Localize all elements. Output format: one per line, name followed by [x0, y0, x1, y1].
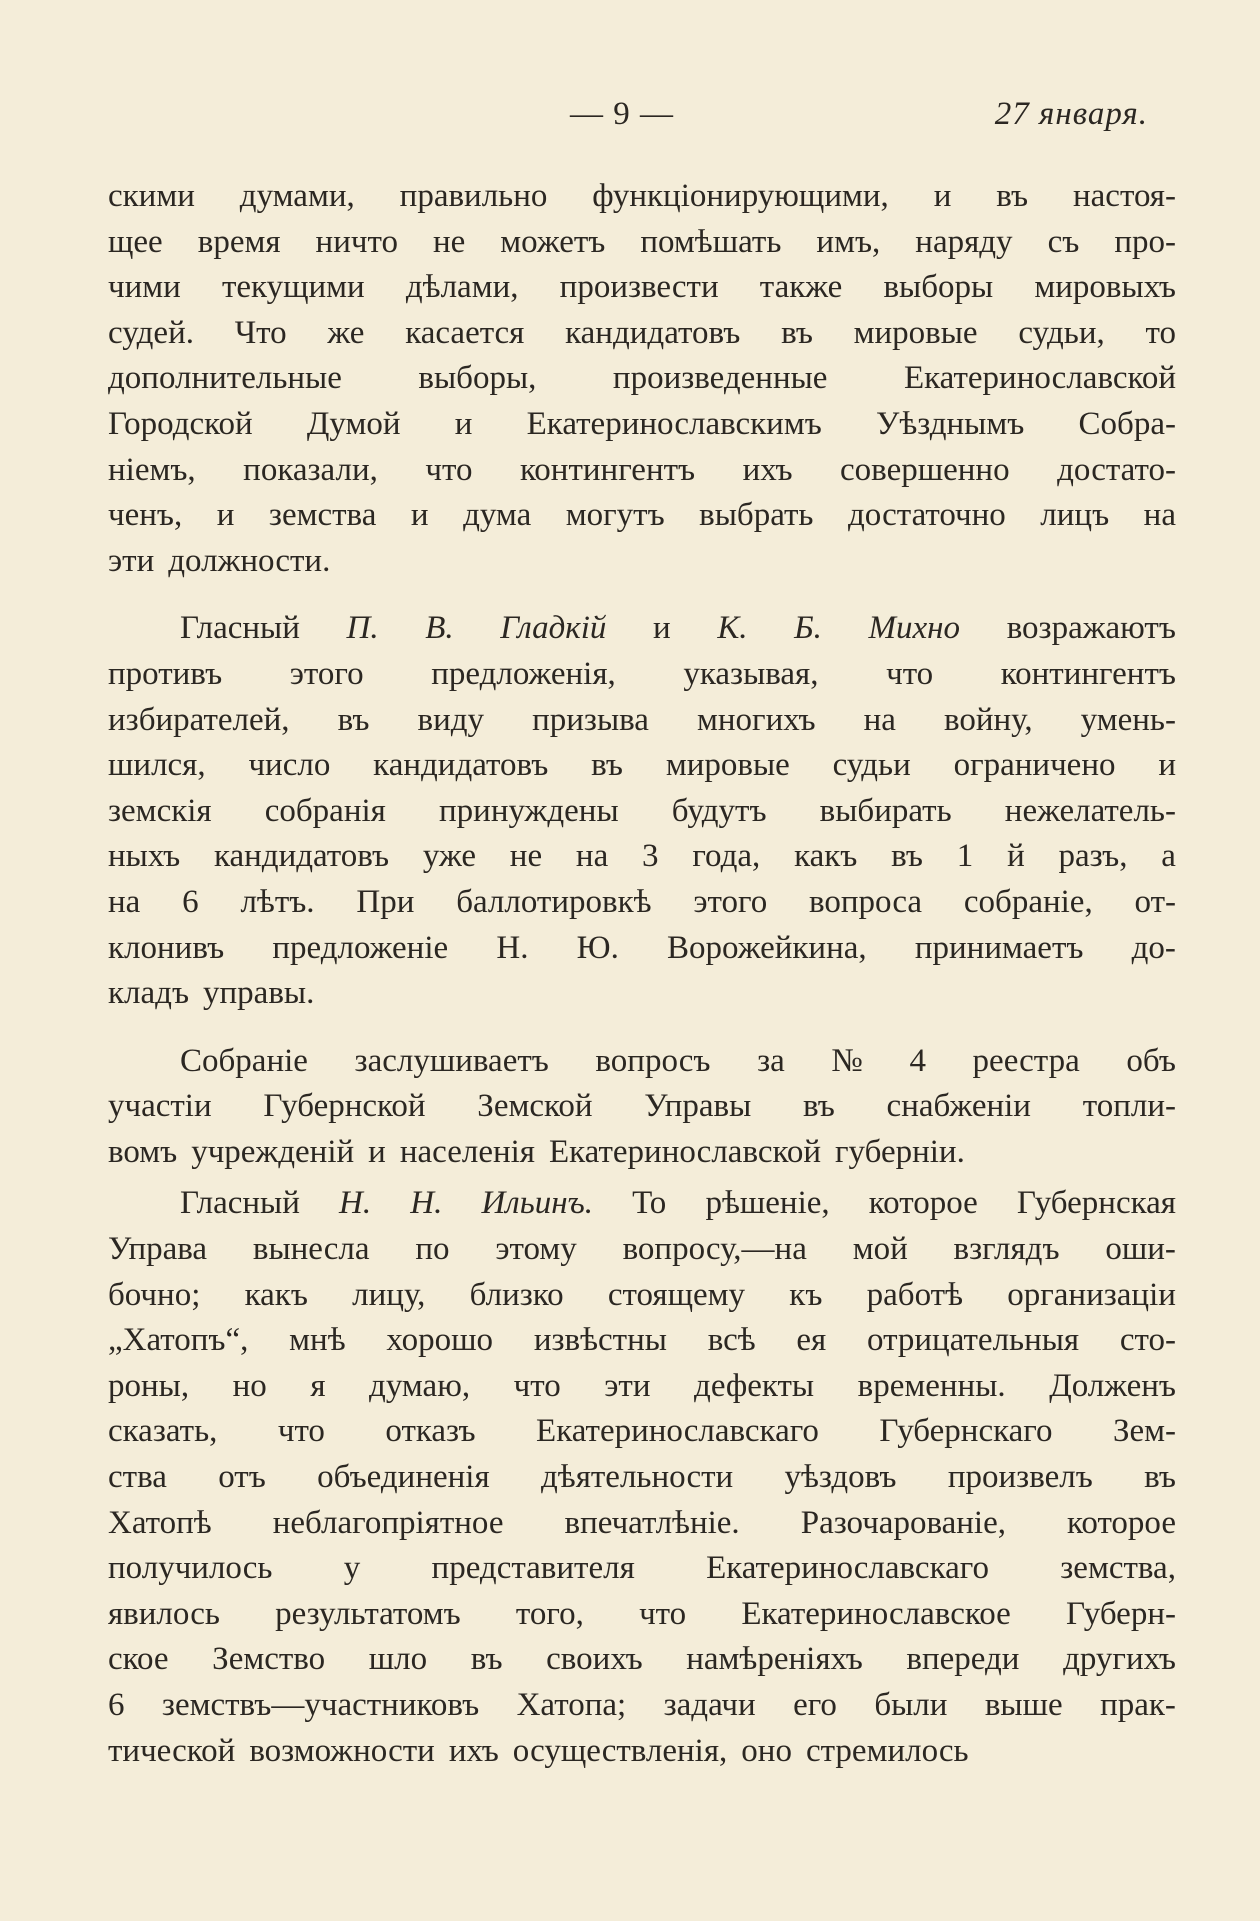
text-line	[108, 1227, 1176, 1273]
word: Думой	[306, 405, 401, 442]
word: что	[886, 655, 934, 692]
text-line	[108, 1683, 1176, 1729]
word: лицъ	[1040, 497, 1110, 534]
word: намѣреніяхъ	[686, 1641, 863, 1678]
word: и	[410, 497, 429, 534]
word: достаточно	[848, 497, 1006, 534]
word: его	[793, 1687, 837, 1723]
word: дефекты	[694, 1367, 815, 1404]
word: Хатопа;	[516, 1687, 627, 1723]
word: Долженъ	[1049, 1367, 1176, 1404]
word: земскія	[108, 792, 212, 829]
word: думами,	[239, 178, 355, 214]
word: контингентъ	[519, 451, 696, 488]
word: въ	[470, 1641, 503, 1678]
word: которое	[1067, 1504, 1176, 1541]
word: въ	[781, 314, 813, 351]
word: и	[1158, 747, 1176, 784]
word: 4	[909, 1042, 926, 1079]
word: выше	[984, 1687, 1063, 1723]
paragraph	[108, 606, 1176, 1016]
word: мировыхъ	[1034, 269, 1176, 306]
word: шился,	[108, 747, 206, 784]
word: судьи,	[1018, 314, 1105, 351]
word: бочно;	[108, 1276, 201, 1313]
word: населенія	[399, 1133, 535, 1170]
paragraph-gap	[108, 1017, 1176, 1039]
word: снабженіи	[886, 1088, 1031, 1125]
word: настоя-	[1073, 178, 1176, 214]
word: Ворожейкина,	[667, 929, 867, 966]
word: Екатеринославскимъ	[526, 405, 822, 442]
word: Екатеринославскаго	[536, 1413, 819, 1450]
word: впечатлѣніе.	[564, 1504, 740, 1541]
word: выборы,	[418, 360, 537, 397]
word: ея	[796, 1322, 827, 1359]
word: выборы	[883, 269, 994, 306]
word: про-	[1114, 223, 1176, 260]
word: у	[343, 1550, 361, 1587]
word: учрежденій	[191, 1133, 355, 1170]
word: губерніи.	[835, 1133, 965, 1170]
running-header-date: 27 января.	[994, 96, 1148, 132]
word: ніемъ,	[108, 451, 196, 488]
word: сто-	[1119, 1322, 1176, 1359]
word: управы.	[203, 975, 315, 1012]
word: выбирать	[819, 792, 952, 829]
text-line	[108, 789, 1176, 835]
word: мой	[852, 1231, 908, 1268]
word: думаю,	[369, 1367, 471, 1404]
word: ства	[108, 1459, 167, 1496]
word: а	[1161, 838, 1176, 875]
word: и	[368, 1133, 386, 1170]
word: ныхъ	[108, 838, 181, 875]
word: от-	[1134, 883, 1176, 920]
word: въ	[996, 178, 1029, 214]
word: явилось	[108, 1595, 220, 1632]
word: за	[757, 1042, 785, 1079]
word: Хатопѣ	[108, 1504, 212, 1541]
word: П.	[346, 610, 379, 647]
word: уѣздовъ	[784, 1459, 897, 1496]
word: которое	[868, 1185, 978, 1222]
word: топли-	[1082, 1088, 1176, 1125]
word: кандидатовъ	[373, 747, 549, 784]
word: нежелатель-	[1004, 792, 1176, 829]
word: уже	[422, 838, 476, 875]
word: мировые	[853, 314, 978, 351]
word: земствъ—участниковъ	[161, 1687, 480, 1723]
paragraph-gap	[108, 584, 1176, 606]
word: результатомъ	[275, 1595, 461, 1632]
word: на	[108, 883, 141, 920]
word: выбрать	[699, 497, 814, 534]
word: Н.	[496, 929, 529, 966]
word: произвести	[559, 269, 719, 306]
word: въ	[803, 1088, 835, 1125]
word: объединенія	[317, 1459, 490, 1496]
word: временны.	[857, 1367, 1006, 1404]
word: ское	[108, 1641, 169, 1678]
word: на	[575, 838, 609, 875]
text-line	[108, 606, 1176, 652]
word: сказать,	[108, 1413, 218, 1450]
word: Губернскаго	[879, 1413, 1053, 1450]
word: что	[425, 451, 473, 488]
word: Екатеринославское	[741, 1595, 1011, 1632]
word: произведенные	[612, 360, 828, 397]
word: Что	[234, 314, 287, 351]
word: хорошо	[386, 1322, 494, 1359]
word: Ильинъ.	[481, 1185, 593, 1222]
word: Б.	[794, 610, 822, 647]
word: Гладкій	[500, 610, 607, 647]
word: въ	[337, 701, 370, 738]
text-line	[108, 698, 1176, 744]
word: вопросу,—на	[622, 1231, 807, 1268]
word: функціонирующими,	[592, 178, 889, 214]
word: могутъ	[565, 497, 665, 534]
word: В.	[425, 610, 454, 647]
word: дѣлами,	[405, 269, 519, 306]
word: всѣ	[707, 1322, 756, 1359]
word: судьи	[832, 747, 911, 784]
text-line	[108, 493, 1176, 539]
text-line	[108, 652, 1176, 698]
text-line	[108, 448, 1176, 494]
word: на	[1143, 497, 1176, 534]
word: показали,	[243, 451, 378, 488]
word: принимаетъ	[914, 929, 1084, 966]
word: вопросъ	[595, 1042, 711, 1079]
word: Екатеринославской	[548, 1133, 821, 1170]
word: же	[327, 314, 365, 351]
word: кладъ	[108, 975, 190, 1012]
word: собранія	[264, 792, 386, 829]
word: этого	[693, 883, 768, 920]
word: разъ,	[1058, 838, 1128, 875]
text-line	[108, 1546, 1176, 1592]
word: какъ	[244, 1276, 308, 1313]
text-line	[108, 220, 1176, 266]
word: кандидатовъ	[565, 314, 741, 351]
text-line	[108, 1318, 1176, 1364]
text-line	[108, 539, 1176, 585]
text-line	[108, 1637, 1176, 1683]
word: дополнительные	[108, 360, 342, 397]
word: работѣ	[866, 1276, 963, 1313]
word: имъ,	[816, 223, 881, 260]
word: Губернская	[1016, 1185, 1176, 1222]
word: вопроса	[809, 883, 923, 920]
word: кандидатовъ	[213, 838, 390, 875]
word: были	[874, 1687, 948, 1723]
word: ограничено	[953, 747, 1116, 784]
word: 3	[642, 838, 659, 875]
word: земства	[268, 497, 377, 534]
word: въ	[1144, 1459, 1176, 1496]
word: произвелъ	[947, 1459, 1093, 1496]
word: заслушиваетъ	[354, 1042, 549, 1079]
word: время	[197, 223, 281, 260]
word: мнѣ	[289, 1322, 346, 1359]
word: и	[653, 610, 671, 647]
text-line	[108, 356, 1176, 402]
word: число	[248, 747, 331, 784]
word: другихъ	[1063, 1641, 1176, 1678]
text-line	[108, 1364, 1176, 1410]
word: дѣятельности	[540, 1459, 734, 1496]
word: Земство	[212, 1641, 326, 1678]
text-line	[108, 1729, 1176, 1775]
word: совершенно	[840, 451, 1010, 488]
word: осуществленія,	[512, 1732, 728, 1769]
word: земства,	[1060, 1550, 1176, 1587]
word: организаціи	[1007, 1276, 1176, 1313]
word: отъ	[218, 1459, 266, 1496]
word: ченъ,	[108, 497, 183, 534]
word: ихъ	[742, 451, 793, 488]
text-line	[108, 265, 1176, 311]
word: скими	[108, 178, 195, 214]
word: Собра-	[1078, 405, 1176, 442]
word: шло	[368, 1641, 428, 1678]
word: Михно	[868, 610, 961, 647]
word: Управы	[644, 1088, 752, 1125]
word: войну,	[943, 701, 1033, 738]
text-line	[108, 743, 1176, 789]
word: объ	[1126, 1042, 1176, 1079]
word: виду	[417, 701, 485, 738]
word: не	[432, 223, 466, 260]
text-line	[108, 311, 1176, 357]
word: При	[356, 883, 415, 920]
word: дума	[463, 497, 532, 534]
word: касается	[405, 314, 525, 351]
word: текущими	[221, 269, 365, 306]
word: клонивъ	[108, 929, 225, 966]
text-line	[108, 880, 1176, 926]
word: участіи	[108, 1088, 212, 1125]
word: эти	[108, 542, 155, 579]
word: Уѣзднымъ	[876, 405, 1025, 442]
word: Зем-	[1112, 1413, 1176, 1450]
word: и	[454, 405, 473, 442]
word: контингентъ	[1000, 655, 1176, 692]
word: собраніе,	[963, 883, 1093, 920]
word: не	[509, 838, 543, 875]
word: впереди	[906, 1641, 1020, 1678]
word: къ	[789, 1276, 823, 1313]
word: роны,	[108, 1367, 190, 1404]
word: близко	[469, 1276, 564, 1313]
page-number: — 9 —	[570, 96, 674, 132]
word: эти	[604, 1367, 651, 1404]
text-line	[108, 1592, 1176, 1638]
word: Екатеринославской	[903, 360, 1176, 397]
word: 6	[108, 1687, 125, 1723]
word: умень-	[1080, 701, 1176, 738]
word: своихъ	[546, 1641, 643, 1678]
word: реестра	[972, 1042, 1080, 1079]
text-line	[108, 402, 1176, 448]
word: вынесла	[252, 1231, 370, 1268]
word: задачи	[663, 1687, 756, 1723]
word: правильно	[399, 178, 548, 214]
word: Разочарованіе,	[800, 1504, 1006, 1541]
word: №	[831, 1042, 863, 1079]
word: и	[933, 178, 952, 214]
paragraph	[108, 174, 1176, 584]
word: отрицательныя	[867, 1322, 1080, 1359]
word: взглядъ	[953, 1231, 1060, 1268]
word: что	[277, 1413, 325, 1450]
word: Управа	[108, 1231, 208, 1268]
word: года,	[692, 838, 761, 875]
text-line	[108, 926, 1176, 972]
paragraph	[108, 1039, 1176, 1176]
word: указывая,	[683, 655, 819, 692]
text-line	[108, 971, 1176, 1017]
word: Гласный	[180, 610, 300, 647]
word: оно	[741, 1732, 792, 1769]
word: этого	[289, 655, 364, 692]
word: стремилось	[805, 1732, 969, 1769]
word: въ	[891, 838, 923, 875]
word: съ	[1047, 223, 1080, 260]
word: какъ	[794, 838, 858, 875]
word: „Хатопъ“,	[108, 1322, 249, 1359]
word: этому	[495, 1231, 577, 1268]
word: то	[1145, 314, 1176, 351]
word: Н.	[410, 1185, 443, 1222]
text-line	[108, 1130, 1176, 1176]
word: ихъ	[448, 1732, 499, 1769]
word: въ	[591, 747, 623, 784]
word: достато-	[1057, 451, 1176, 488]
word: тической	[108, 1732, 236, 1769]
text-line	[108, 1181, 1176, 1227]
word: предложенія,	[431, 655, 616, 692]
word: наряду	[915, 223, 1013, 260]
text-line	[108, 1039, 1176, 1085]
word: К.	[717, 610, 748, 647]
text-line	[108, 1455, 1176, 1501]
paragraph	[108, 1181, 1176, 1774]
word: я	[310, 1367, 326, 1404]
word: получилось	[108, 1550, 273, 1587]
word: представителя	[431, 1550, 635, 1587]
word: 1	[956, 838, 974, 875]
text-line	[108, 834, 1176, 880]
page-header	[0, 92, 1260, 142]
word: неблагопріятное	[272, 1504, 504, 1541]
word: чими	[108, 269, 181, 306]
word: что	[639, 1595, 687, 1632]
word: вомъ	[108, 1133, 178, 1170]
word: оши-	[1105, 1231, 1176, 1268]
word: мировые	[665, 747, 790, 784]
word: лѣтъ.	[240, 883, 315, 920]
word: но	[232, 1367, 267, 1404]
word: и	[216, 497, 235, 534]
word: предложеніе	[272, 929, 449, 966]
word: щее	[108, 223, 163, 260]
word: ничто	[315, 223, 398, 260]
word: Н.	[339, 1185, 372, 1222]
word: возражаютъ	[1006, 610, 1176, 647]
word: й	[1007, 838, 1025, 875]
word: должности.	[168, 542, 331, 579]
word: Ю.	[576, 929, 619, 966]
word: на	[863, 701, 896, 738]
word: Земской	[477, 1088, 593, 1125]
text-line	[108, 174, 1176, 220]
word: противъ	[108, 655, 223, 692]
word: извѣстны	[533, 1322, 667, 1359]
word: отказъ	[385, 1413, 476, 1450]
word: помѣшать	[640, 223, 782, 260]
word: рѣшеніе,	[705, 1185, 830, 1222]
text-line	[108, 1084, 1176, 1130]
word: Губерн-	[1065, 1595, 1176, 1632]
word: по	[415, 1231, 450, 1268]
word: Екатеринославскаго	[706, 1550, 989, 1587]
word: до-	[1131, 929, 1176, 966]
word: прак-	[1100, 1687, 1176, 1723]
word: также	[759, 269, 843, 306]
word: баллотировкѣ	[456, 883, 652, 920]
word: То	[632, 1185, 667, 1222]
word: Городской	[108, 405, 253, 442]
word: того,	[515, 1595, 584, 1632]
word: 6	[182, 883, 199, 920]
text-line	[108, 1501, 1176, 1547]
word: возможности	[249, 1732, 435, 1769]
body-text	[108, 174, 1176, 1774]
word: Гласный	[180, 1185, 300, 1222]
word: судей.	[108, 314, 194, 351]
text-line	[108, 1273, 1176, 1319]
word: Собраніе	[180, 1042, 308, 1079]
word: призыва	[532, 701, 649, 738]
word: будутъ	[671, 792, 767, 829]
word: Губернской	[263, 1088, 426, 1125]
word: можетъ	[500, 223, 606, 260]
word: многихъ	[697, 701, 816, 738]
word: лицу,	[352, 1276, 426, 1313]
word: стоящему	[607, 1276, 746, 1313]
text-line	[108, 1409, 1176, 1455]
word: избирателей,	[108, 701, 290, 738]
word: что	[513, 1367, 561, 1404]
word: принуждены	[439, 792, 619, 829]
